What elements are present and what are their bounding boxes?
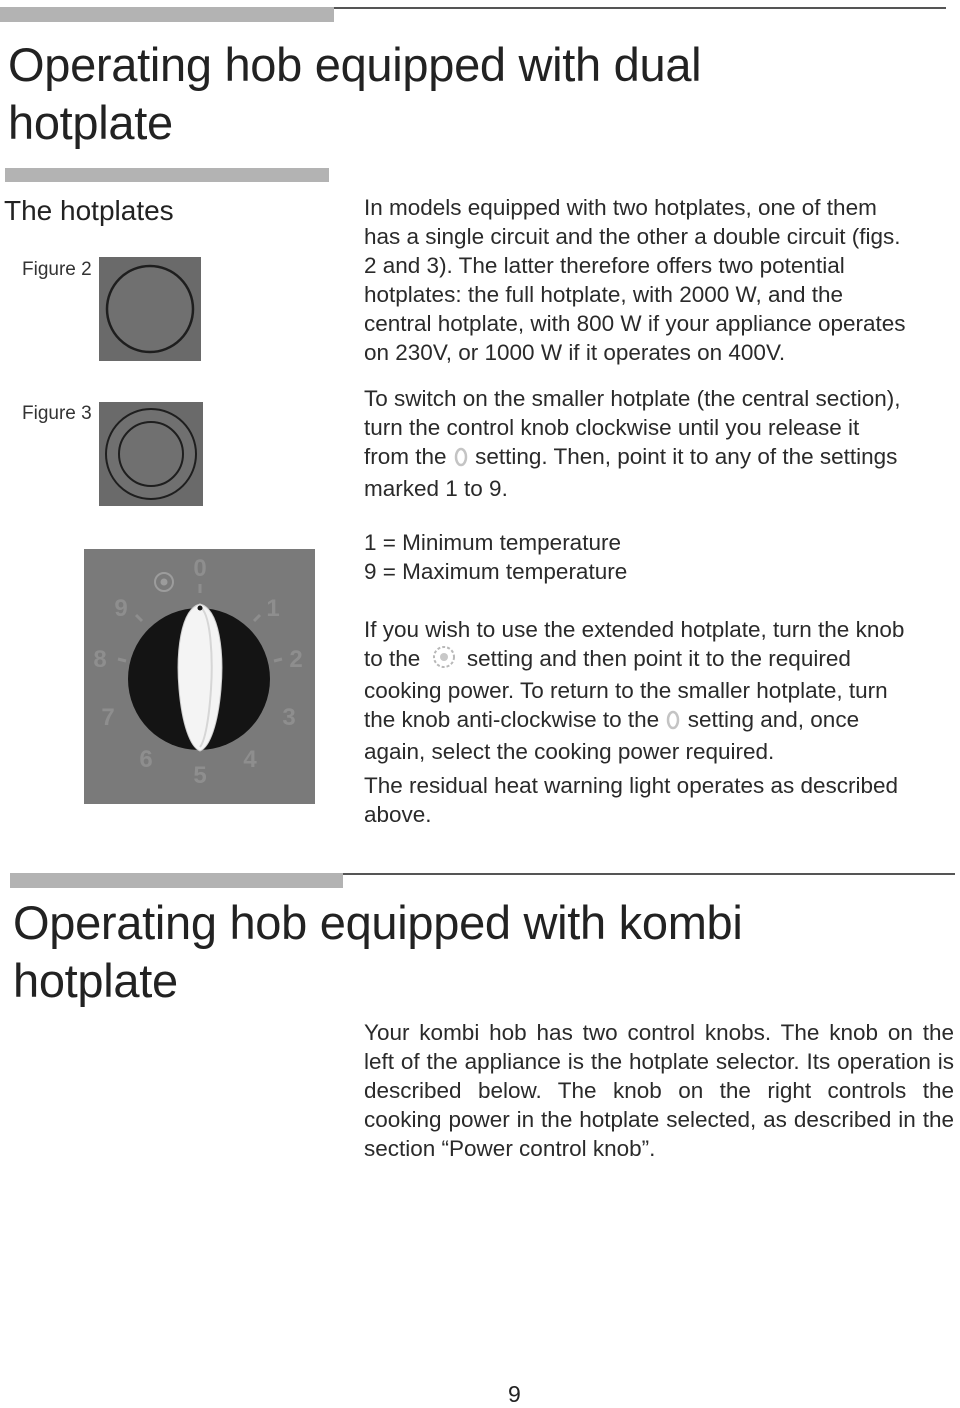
residual-line-1: The residual heat warning light operates as described <box>364 773 899 798</box>
extended-line-4b: setting and, once <box>687 707 860 732</box>
intro-line-5: central hotplate, with 800 W if your appliance operates <box>364 311 906 336</box>
extended-line-2b: setting and then point it to the required <box>466 646 851 671</box>
intro-line-1: In models equipped with two hotplates, one of them <box>364 195 877 220</box>
knob-mark-7: 7 <box>101 704 115 731</box>
extended-line-2 <box>364 644 956 676</box>
section2-rule <box>343 873 955 875</box>
intro-line-2: has a single circuit and the other a double circuit (figs. <box>364 224 901 249</box>
extended-line-4 <box>364 705 956 737</box>
knob-mark-1: 1 <box>266 595 280 622</box>
intro-line-3: 2 and 3). The latter therefore offers two potential <box>364 253 845 278</box>
figure3-label: Figure 3 <box>22 403 92 424</box>
extended-line-1: If you wish to use the extended hotplate, turn the knob <box>364 617 905 642</box>
dual-circuit-setting-icon <box>427 645 461 676</box>
figure2-single-hotplate <box>99 257 201 361</box>
section1-title-line1: Operating hob equipped with dual <box>8 38 702 91</box>
extended-line-4a: the knob anti-clockwise to the <box>364 707 660 732</box>
switch-on-line-1: To switch on the smaller hotplate (the central section), <box>364 386 901 411</box>
off-position-icon <box>453 445 469 474</box>
switch-on-paragraph <box>364 384 954 503</box>
switch-on-line-4: marked 1 to 9. <box>364 476 508 501</box>
temperature-legend <box>364 528 954 586</box>
dual-hotplate-icon <box>99 402 203 506</box>
kombi-paragraph: Your kombi hob has two control knobs. The knob on the left of the appliance is the hotplate selector. Its operation is described below. The knob on the right controls the cooking power in the hotplate selected, as described in the section “Power control knob”. <box>364 1020 954 1161</box>
intro-line-6: on 230V, or 1000 W if it operates on 400V. <box>364 340 786 365</box>
top-gray-bar <box>0 7 334 22</box>
knob-mark-5: 5 <box>193 762 207 789</box>
single-hotplate-icon <box>99 257 201 361</box>
section1-title-line2: hotplate <box>8 96 173 149</box>
off-position-icon <box>665 708 681 737</box>
switch-on-line-3 <box>364 442 954 474</box>
section2-title-line2: hotplate <box>13 954 178 1007</box>
switch-on-line-3a: from the <box>364 444 447 469</box>
knob-mark-6: 6 <box>139 746 153 773</box>
switch-on-line-3b: setting. Then, point it to any of the settings <box>475 444 898 469</box>
section2-title-line1: Operating hob equipped with kombi <box>13 896 743 949</box>
section1-subtitle: The hotplates <box>4 195 174 226</box>
intro-line-4: hotplates: the full hotplate, with 2000 W, and the <box>364 282 844 307</box>
residual-line-2: above. <box>364 802 432 827</box>
extended-line-5: again, select the cooking power required. <box>364 739 775 764</box>
control-knob-figure <box>84 549 315 804</box>
section2-gray-bar <box>10 873 343 888</box>
page-number: 9 <box>508 1381 521 1407</box>
knob-mark-8: 8 <box>93 646 107 673</box>
figure3-dual-hotplate <box>99 402 203 506</box>
min-temperature-text: 1 = Minimum temperature <box>364 530 621 555</box>
knob-mark-4: 4 <box>243 746 257 773</box>
knob-mark-0: 0 <box>193 555 207 582</box>
knob-mark-2: 2 <box>289 646 303 673</box>
max-temperature-text: 9 = Maximum temperature <box>364 559 628 584</box>
switch-on-line-2: turn the control knob clockwise until you release it <box>364 415 860 440</box>
control-knob-illustration <box>84 549 315 804</box>
knob-mark-3: 3 <box>282 704 296 731</box>
section2-title <box>13 894 913 1010</box>
extended-line-3: cooking power. To return to the smaller hotplate, turn <box>364 678 888 703</box>
residual-heat-paragraph <box>364 771 954 829</box>
subtitle-gray-bar <box>5 168 329 182</box>
knob-mark-9: 9 <box>114 595 128 622</box>
extended-line-2a: to the <box>364 646 421 671</box>
extended-hotplate-paragraph <box>364 615 956 766</box>
intro-paragraph <box>364 193 954 367</box>
section1-title <box>8 36 908 152</box>
figure2-label: Figure 2 <box>22 259 92 280</box>
top-rule <box>334 7 946 9</box>
